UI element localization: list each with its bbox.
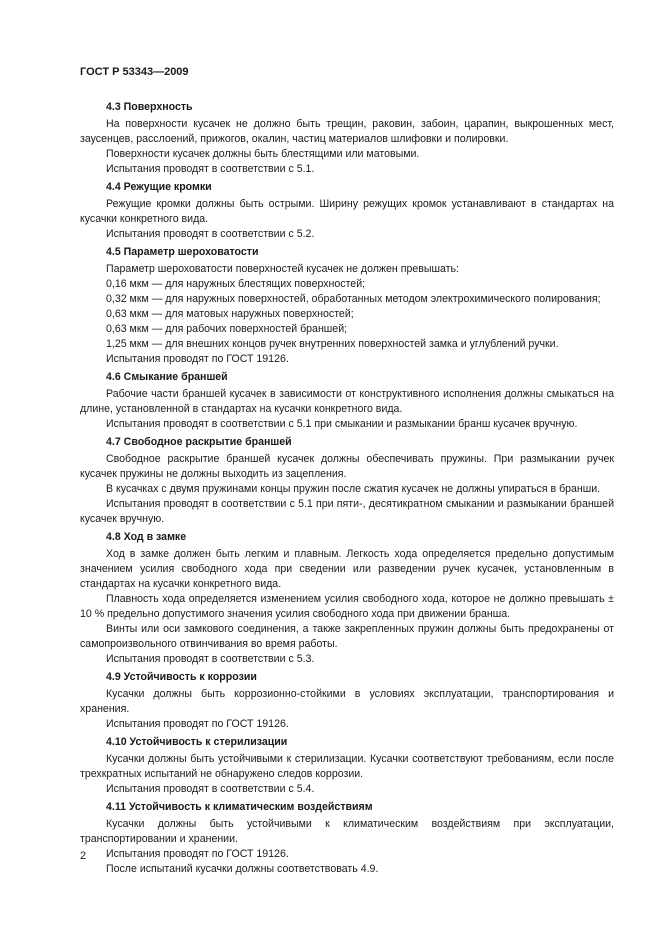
paragraph: Кусачки должны быть устойчивыми к стерилизации. Кусачки соответствуют требованиям, если после трехкратных испытаний не обнаружено следов коррозии. [80, 753, 614, 780]
paragraph: Режущие кромки должны быть острыми. Ширину режущих кромок устанавливают в стандартах на кусачки конкретного вида. [80, 198, 614, 225]
paragraph: Кусачки должны быть устойчивыми к климатическим воздействиям при эксплуатации, транспортировании и хранении. [80, 818, 614, 845]
paragraph: Свободное раскрытие браншей кусачек должны обеспечивать пружины. При размыкании ручек кусачек пружины не должны выходить из зацепления. [80, 453, 614, 480]
paragraph: Поверхности кусачек должны быть блестящими или матовыми. [106, 148, 420, 160]
paragraph: 0,63 мкм — для матовых наружных поверхностей; [106, 308, 354, 320]
paragraph: Испытания проводят в соответствии с 5.1 при смыкании и размыкании бранш кусачек вручную. [106, 418, 578, 430]
paragraph: На поверхности кусачек не должно быть трещин, раковин, забоин, царапин, выкрошенных мест, заусенцев, расслоений, прижогов, окалин, частиц материалов шлифовки и полировки. [80, 118, 614, 145]
section-heading: 4.4 Режущие кромки [106, 181, 212, 193]
paragraph: 1,25 мкм — для внешних концов ручек внутренних поверхностей замка и углублений ручки. [106, 338, 559, 350]
section-heading: 4.3 Поверхность [106, 101, 193, 113]
section-4-5 [80, 245, 614, 367]
section-heading: 4.11 Устойчивость к климатическим воздействиям [106, 801, 373, 813]
section-4-11 [80, 800, 614, 877]
paragraph: Испытания проводят в соответствии с 5.1. [106, 163, 315, 175]
paragraph: Параметр шероховатости поверхностей кусачек не должен превышать: [106, 263, 459, 275]
section-4-9 [80, 670, 614, 732]
paragraph: Испытания проводят в соответствии с 5.4. [106, 783, 315, 795]
paragraph: После испытаний кусачки должны соответствовать 4.9. [106, 863, 379, 875]
paragraph: Испытания проводят по ГОСТ 19126. [106, 718, 289, 730]
paragraph: 0,32 мкм — для наружных поверхностей, обработанных методом электрохимического полирования; [106, 293, 601, 305]
paragraph: Испытания проводят в соответствии с 5.3. [106, 653, 315, 665]
paragraph: В кусачках с двумя пружинами концы пружин после сжатия кусачек не должны упираться в бранши. [106, 483, 601, 495]
paragraph: Рабочие части браншей кусачек в зависимости от конструктивного исполнения должны смыкаться на длине, установленной в стандартах на кусачки конкретного вида. [80, 388, 614, 415]
document-body [80, 97, 614, 877]
section-4-3 [80, 100, 614, 177]
section-4-7 [80, 435, 614, 527]
section-heading: 4.6 Смыкание браншей [106, 371, 228, 383]
paragraph: Винты или оси замкового соединения, а также закрепленных пружин должны быть предохранены от самопроизвольного отвинчивания во время работы. [80, 623, 614, 650]
section-4-6 [80, 370, 614, 432]
paragraph: Плавность хода определяется изменением усилия свободного хода, которое не должно превышать ± 10 % предельно допустимого значения усилия свободного хода при движении бранша. [80, 593, 614, 620]
paragraph: Испытания проводят по ГОСТ 19126. [106, 353, 289, 365]
section-heading: 4.8 Ход в замке [106, 531, 187, 543]
section-heading: 4.7 Свободное раскрытие браншей [106, 436, 292, 448]
section-4-10 [80, 735, 614, 797]
paragraph: 0,63 мкм — для рабочих поверхностей браншей; [106, 323, 348, 335]
section-heading: 4.5 Параметр шероховатости [106, 246, 259, 258]
page-number: 2 [80, 850, 87, 862]
section-heading: 4.9 Устойчивость к коррозии [106, 671, 257, 683]
document-id: ГОСТ Р 53343—2009 [80, 66, 189, 78]
section-4-8 [80, 530, 614, 667]
paragraph: Испытания проводят в соответствии с 5.2. [106, 228, 315, 240]
paragraph: Кусачки должны быть коррозионно-стойкими в условиях эксплуатации, транспортирования и хранения. [80, 688, 614, 715]
paragraph: Испытания проводят по ГОСТ 19126. [106, 848, 289, 860]
paragraph: Ход в замке должен быть легким и плавным. Легкость хода определяется предельно допустимым значением усилия свободного хода при сведении или разведении ручек кусачек, установленным в стандартах на кусачки конкретного вида. [80, 548, 614, 590]
section-4-4 [80, 180, 614, 242]
paragraph: Испытания проводят в соответствии с 5.1 при пяти-, десятикратном смыкании и размыкании браншей кусачек вручную. [80, 498, 614, 525]
paragraph: 0,16 мкм — для наружных блестящих поверхностей; [106, 278, 366, 290]
section-heading: 4.10 Устойчивость к стерилизации [106, 736, 288, 748]
